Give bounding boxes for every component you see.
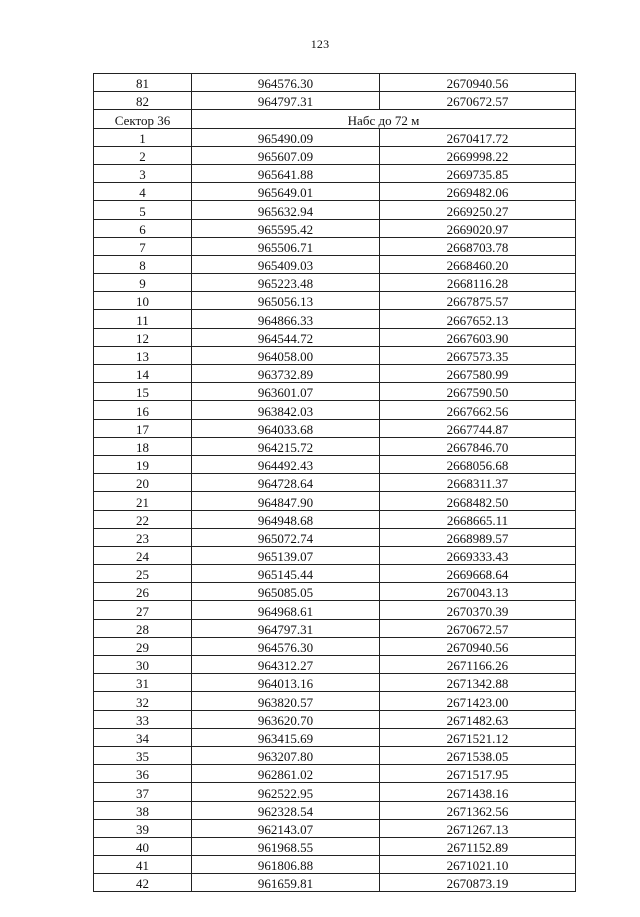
y-coordinate-cell: 2671517.95 — [380, 765, 576, 783]
table-row — [94, 401, 576, 419]
y-coordinate-cell: 2668311.37 — [380, 474, 576, 492]
point-number-cell: 38 — [94, 801, 192, 819]
y-coordinate-cell: 2668703.78 — [380, 237, 576, 255]
page-number: 123 — [310, 37, 330, 51]
table-row — [94, 710, 576, 728]
x-coordinate-cell: 962522.95 — [192, 783, 380, 801]
point-number-cell: 1 — [94, 128, 192, 146]
y-coordinate-cell: 2667573.35 — [380, 346, 576, 364]
table-row — [94, 274, 576, 292]
x-coordinate-cell: 965409.03 — [192, 255, 380, 273]
point-number-cell: 23 — [94, 528, 192, 546]
x-coordinate-cell: 962328.54 — [192, 801, 380, 819]
x-coordinate-cell: 965595.42 — [192, 219, 380, 237]
y-coordinate-cell: 2669998.22 — [380, 146, 576, 164]
table-row — [94, 128, 576, 146]
x-coordinate-cell: 964058.00 — [192, 346, 380, 364]
point-number-cell: 40 — [94, 837, 192, 855]
y-coordinate-cell: 2671521.12 — [380, 728, 576, 746]
y-coordinate-cell: 2670672.57 — [380, 92, 576, 110]
table-row — [94, 183, 576, 201]
point-number-cell: 6 — [94, 219, 192, 237]
x-coordinate-cell: 965632.94 — [192, 201, 380, 219]
x-coordinate-cell: 963207.80 — [192, 746, 380, 764]
x-coordinate-cell: 965490.09 — [192, 128, 380, 146]
x-coordinate-cell: 964576.30 — [192, 74, 380, 92]
table-row — [94, 619, 576, 637]
point-number-cell: 22 — [94, 510, 192, 528]
table-row — [94, 856, 576, 874]
point-number-cell: 11 — [94, 310, 192, 328]
x-coordinate-cell: 965649.01 — [192, 183, 380, 201]
y-coordinate-cell: 2670672.57 — [380, 619, 576, 637]
y-coordinate-cell: 2667652.13 — [380, 310, 576, 328]
coordinates-table — [93, 73, 576, 892]
table-row — [94, 746, 576, 764]
y-coordinate-cell: 2667590.50 — [380, 383, 576, 401]
point-number-cell: 30 — [94, 656, 192, 674]
x-coordinate-cell: 964866.33 — [192, 310, 380, 328]
table-row — [94, 74, 576, 92]
y-coordinate-cell: 2671267.13 — [380, 819, 576, 837]
y-coordinate-cell: 2671482.63 — [380, 710, 576, 728]
y-coordinate-cell: 2667662.56 — [380, 401, 576, 419]
point-number-cell: 16 — [94, 401, 192, 419]
table-row — [94, 510, 576, 528]
y-coordinate-cell: 2669020.97 — [380, 219, 576, 237]
table-row — [94, 219, 576, 237]
table-row — [94, 328, 576, 346]
table-row — [94, 92, 576, 110]
x-coordinate-cell: 964215.72 — [192, 437, 380, 455]
y-coordinate-cell: 2671152.89 — [380, 837, 576, 855]
point-number-cell: 19 — [94, 455, 192, 473]
y-coordinate-cell: 2669668.64 — [380, 565, 576, 583]
x-coordinate-cell: 964948.68 — [192, 510, 380, 528]
table-row — [94, 765, 576, 783]
y-coordinate-cell: 2671362.56 — [380, 801, 576, 819]
table-row — [94, 783, 576, 801]
point-number-cell: 5 — [94, 201, 192, 219]
y-coordinate-cell: 2668989.57 — [380, 528, 576, 546]
point-number-cell: 39 — [94, 819, 192, 837]
y-coordinate-cell: 2670370.39 — [380, 601, 576, 619]
point-number-cell: 14 — [94, 365, 192, 383]
point-number-cell: 9 — [94, 274, 192, 292]
table-row — [94, 492, 576, 510]
y-coordinate-cell: 2671021.10 — [380, 856, 576, 874]
sector-header-row — [94, 110, 576, 128]
point-number-cell: 24 — [94, 546, 192, 564]
point-number-cell: 42 — [94, 874, 192, 892]
table-row — [94, 255, 576, 273]
table-row — [94, 801, 576, 819]
point-number-cell: 36 — [94, 765, 192, 783]
point-number-cell: 34 — [94, 728, 192, 746]
point-number-cell: 17 — [94, 419, 192, 437]
point-number-cell: 29 — [94, 637, 192, 655]
x-coordinate-cell: 964728.64 — [192, 474, 380, 492]
sector-label-cell: Сектор 36 — [94, 110, 192, 128]
y-coordinate-cell: 2671538.05 — [380, 746, 576, 764]
y-coordinate-cell: 2668116.28 — [380, 274, 576, 292]
table-row — [94, 528, 576, 546]
x-coordinate-cell: 963842.03 — [192, 401, 380, 419]
point-number-cell: 32 — [94, 692, 192, 710]
y-coordinate-cell: 2668460.20 — [380, 255, 576, 273]
x-coordinate-cell: 963820.57 — [192, 692, 380, 710]
point-number-cell: 18 — [94, 437, 192, 455]
x-coordinate-cell: 965139.07 — [192, 546, 380, 564]
x-coordinate-cell: 965145.44 — [192, 565, 380, 583]
x-coordinate-cell: 964033.68 — [192, 419, 380, 437]
table-row — [94, 237, 576, 255]
y-coordinate-cell: 2670043.13 — [380, 583, 576, 601]
y-coordinate-cell: 2669333.43 — [380, 546, 576, 564]
point-number-cell: 21 — [94, 492, 192, 510]
point-number-cell: 20 — [94, 474, 192, 492]
point-number-cell: 25 — [94, 565, 192, 583]
table-row — [94, 292, 576, 310]
table-row — [94, 474, 576, 492]
point-number-cell: 37 — [94, 783, 192, 801]
point-number-cell: 2 — [94, 146, 192, 164]
y-coordinate-cell: 2667875.57 — [380, 292, 576, 310]
x-coordinate-cell: 964544.72 — [192, 328, 380, 346]
x-coordinate-cell: 961659.81 — [192, 874, 380, 892]
x-coordinate-cell: 964797.31 — [192, 619, 380, 637]
point-number-cell: 28 — [94, 619, 192, 637]
y-coordinate-cell: 2670940.56 — [380, 637, 576, 655]
x-coordinate-cell: 965641.88 — [192, 164, 380, 182]
y-coordinate-cell: 2670940.56 — [380, 74, 576, 92]
point-number-cell: 81 — [94, 74, 192, 92]
x-coordinate-cell: 965607.09 — [192, 146, 380, 164]
x-coordinate-cell: 965223.48 — [192, 274, 380, 292]
table-row — [94, 874, 576, 892]
y-coordinate-cell: 2667846.70 — [380, 437, 576, 455]
x-coordinate-cell: 962861.02 — [192, 765, 380, 783]
y-coordinate-cell: 2670873.19 — [380, 874, 576, 892]
table-row — [94, 583, 576, 601]
table-row — [94, 146, 576, 164]
y-coordinate-cell: 2669482.06 — [380, 183, 576, 201]
y-coordinate-cell: 2669250.27 — [380, 201, 576, 219]
x-coordinate-cell: 963620.70 — [192, 710, 380, 728]
table-row — [94, 601, 576, 619]
point-number-cell: 41 — [94, 856, 192, 874]
y-coordinate-cell: 2670417.72 — [380, 128, 576, 146]
point-number-cell: 13 — [94, 346, 192, 364]
x-coordinate-cell: 965056.13 — [192, 292, 380, 310]
x-coordinate-cell: 963415.69 — [192, 728, 380, 746]
x-coordinate-cell: 964013.16 — [192, 674, 380, 692]
table-row — [94, 383, 576, 401]
table-row — [94, 437, 576, 455]
point-number-cell: 26 — [94, 583, 192, 601]
point-number-cell: 12 — [94, 328, 192, 346]
x-coordinate-cell: 964847.90 — [192, 492, 380, 510]
table-row — [94, 419, 576, 437]
y-coordinate-cell: 2671342.88 — [380, 674, 576, 692]
y-coordinate-cell: 2671423.00 — [380, 692, 576, 710]
coordinates-table-body — [94, 74, 576, 892]
y-coordinate-cell: 2667603.90 — [380, 328, 576, 346]
point-number-cell: 10 — [94, 292, 192, 310]
x-coordinate-cell: 964968.61 — [192, 601, 380, 619]
y-coordinate-cell: 2668665.11 — [380, 510, 576, 528]
table-row — [94, 455, 576, 473]
table-row — [94, 201, 576, 219]
x-coordinate-cell: 963732.89 — [192, 365, 380, 383]
point-number-cell: 3 — [94, 164, 192, 182]
table-row — [94, 565, 576, 583]
point-number-cell: 31 — [94, 674, 192, 692]
y-coordinate-cell: 2671166.26 — [380, 656, 576, 674]
y-coordinate-cell: 2669735.85 — [380, 164, 576, 182]
table-row — [94, 365, 576, 383]
y-coordinate-cell: 2667580.99 — [380, 365, 576, 383]
table-row — [94, 674, 576, 692]
x-coordinate-cell: 965506.71 — [192, 237, 380, 255]
point-number-cell: 7 — [94, 237, 192, 255]
point-number-cell: 27 — [94, 601, 192, 619]
y-coordinate-cell: 2671438.16 — [380, 783, 576, 801]
table-row — [94, 728, 576, 746]
table-row — [94, 837, 576, 855]
x-coordinate-cell: 963601.07 — [192, 383, 380, 401]
table-row — [94, 692, 576, 710]
x-coordinate-cell: 965072.74 — [192, 528, 380, 546]
x-coordinate-cell: 961968.55 — [192, 837, 380, 855]
table-row — [94, 164, 576, 182]
sector-height-cell: Набс до 72 м — [192, 110, 576, 128]
table-row — [94, 546, 576, 564]
x-coordinate-cell: 964312.27 — [192, 656, 380, 674]
y-coordinate-cell: 2667744.87 — [380, 419, 576, 437]
point-number-cell: 33 — [94, 710, 192, 728]
table-row — [94, 656, 576, 674]
table-row — [94, 819, 576, 837]
x-coordinate-cell: 964576.30 — [192, 637, 380, 655]
x-coordinate-cell: 964492.43 — [192, 455, 380, 473]
point-number-cell: 8 — [94, 255, 192, 273]
x-coordinate-cell: 964797.31 — [192, 92, 380, 110]
point-number-cell: 35 — [94, 746, 192, 764]
x-coordinate-cell: 961806.88 — [192, 856, 380, 874]
point-number-cell: 82 — [94, 92, 192, 110]
y-coordinate-cell: 2668056.68 — [380, 455, 576, 473]
y-coordinate-cell: 2668482.50 — [380, 492, 576, 510]
x-coordinate-cell: 965085.05 — [192, 583, 380, 601]
table-row — [94, 637, 576, 655]
x-coordinate-cell: 962143.07 — [192, 819, 380, 837]
point-number-cell: 15 — [94, 383, 192, 401]
table-row — [94, 346, 576, 364]
table-row — [94, 310, 576, 328]
point-number-cell: 4 — [94, 183, 192, 201]
